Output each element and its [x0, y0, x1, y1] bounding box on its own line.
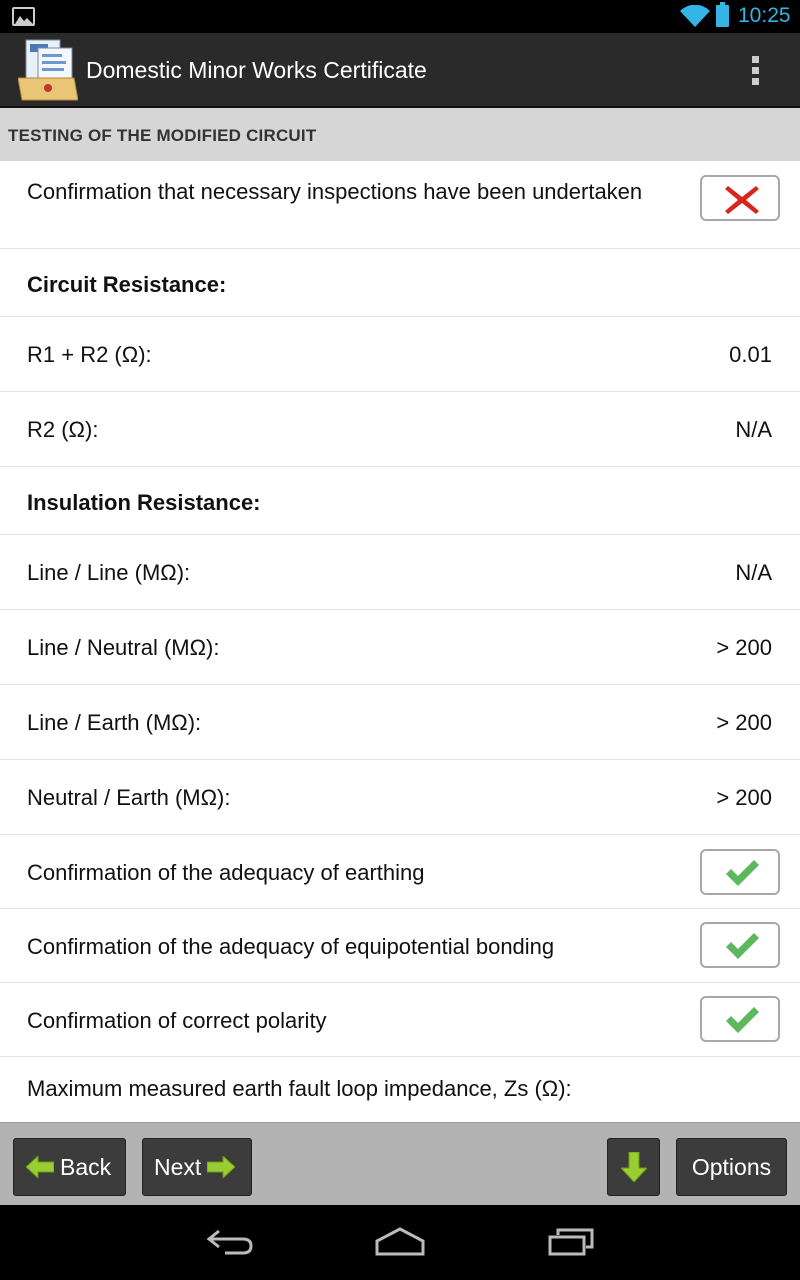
inspections-toggle[interactable]	[700, 175, 780, 221]
r1-r2-label: R1 + R2 (Ω):	[27, 342, 152, 367]
r2-row[interactable]	[0, 392, 800, 467]
status-bar	[0, 0, 800, 33]
cross-icon	[724, 183, 760, 217]
check-icon	[724, 930, 760, 962]
back-nav-icon[interactable]	[205, 1227, 255, 1257]
neutral-earth-label: Neutral / Earth (MΩ):	[27, 785, 231, 810]
home-nav-icon[interactable]	[374, 1227, 426, 1257]
zs-row[interactable]	[0, 1057, 800, 1122]
zs-label: Maximum measured earth fault loop impedance, Zs (Ω):	[27, 1076, 572, 1101]
line-earth-value[interactable]: > 200	[716, 710, 772, 735]
clock: 10:25	[738, 4, 791, 27]
neutral-earth-row[interactable]	[0, 760, 800, 835]
options-button[interactable]	[676, 1138, 787, 1196]
bonding-toggle[interactable]	[700, 922, 780, 968]
section-header: TESTING OF THE MODIFIED CIRCUIT	[0, 108, 800, 161]
line-neutral-label: Line / Neutral (MΩ):	[27, 635, 220, 660]
wifi-icon	[680, 5, 710, 27]
line-line-value[interactable]: N/A	[735, 560, 772, 585]
form-content[interactable]	[0, 108, 800, 1122]
next-arrow-icon	[207, 1156, 235, 1178]
check-icon	[724, 1004, 760, 1036]
line-line-label: Line / Line (MΩ):	[27, 560, 191, 585]
line-neutral-value[interactable]: > 200	[716, 635, 772, 660]
download-button[interactable]	[607, 1138, 660, 1196]
r2-value[interactable]: N/A	[735, 417, 772, 442]
next-button[interactable]	[142, 1138, 252, 1196]
download-arrow-icon	[621, 1152, 647, 1182]
earthing-toggle[interactable]	[700, 849, 780, 895]
back-arrow-icon	[26, 1156, 54, 1178]
line-earth-label: Line / Earth (MΩ):	[27, 710, 202, 735]
circuit-resistance-label: Circuit Resistance:	[27, 272, 227, 297]
system-nav-bar	[0, 1205, 800, 1280]
inspections-label: Confirmation that necessary inspections have been undertaken	[27, 179, 643, 204]
back-button[interactable]	[13, 1138, 126, 1196]
picture-notification-icon	[12, 7, 35, 26]
earthing-label: Confirmation of the adequacy of earthing	[27, 860, 425, 885]
polarity-toggle[interactable]	[700, 996, 780, 1042]
action-bar	[0, 33, 800, 108]
check-icon	[724, 857, 760, 889]
insulation-resistance-heading	[0, 467, 800, 535]
next-label: Next	[154, 1153, 202, 1180]
line-earth-row[interactable]	[0, 685, 800, 760]
line-neutral-row[interactable]	[0, 610, 800, 685]
insulation-resistance-label: Insulation Resistance:	[27, 490, 261, 515]
polarity-row[interactable]	[0, 983, 800, 1057]
recents-nav-icon[interactable]	[546, 1227, 596, 1257]
app-title: Domestic Minor Works Certificate	[86, 57, 427, 83]
bonding-row[interactable]	[0, 909, 800, 983]
app-icon[interactable]	[18, 38, 78, 102]
r1-r2-row[interactable]	[0, 317, 800, 392]
options-label: Options	[691, 1153, 772, 1180]
bottom-toolbar	[0, 1122, 800, 1205]
inspections-row[interactable]	[0, 161, 800, 249]
earthing-row[interactable]	[0, 835, 800, 909]
r1-r2-value[interactable]: 0.01	[729, 342, 772, 367]
back-label: Back	[60, 1153, 112, 1180]
circuit-resistance-heading	[0, 249, 800, 317]
polarity-label: Confirmation of correct polarity	[27, 1008, 327, 1033]
r2-label: R2 (Ω):	[27, 417, 99, 442]
neutral-earth-value[interactable]: > 200	[716, 785, 772, 810]
battery-icon	[716, 5, 729, 27]
line-line-row[interactable]	[0, 535, 800, 610]
bonding-label: Confirmation of the adequacy of equipotential bonding	[27, 934, 555, 959]
overflow-menu-icon[interactable]	[752, 56, 762, 88]
